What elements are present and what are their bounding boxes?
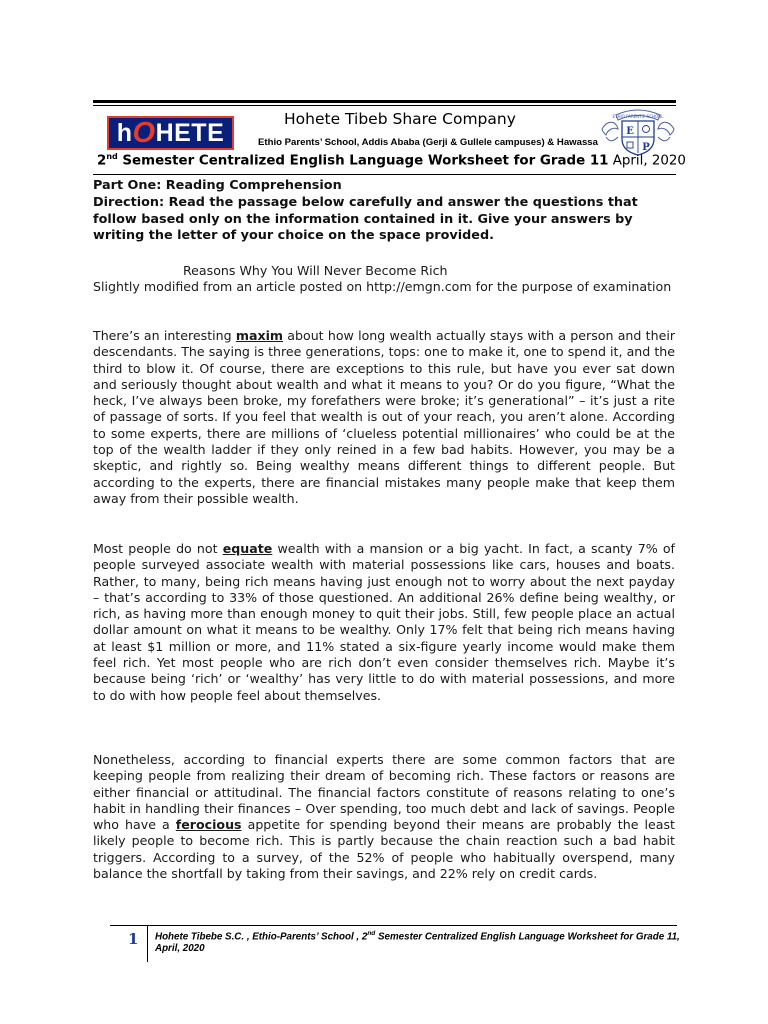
keyword-ferocious: ferocious [175,817,242,833]
logo-prefix: h [116,118,133,147]
title-rule [93,174,676,175]
footer-rule [110,925,677,926]
worksheet-title-text: Semester Centralized English Language Worksheet for Grade 11 [117,153,609,169]
keyword-maxim: maxim [235,328,284,343]
page-number: 1 [128,930,139,948]
emblem-letter-e: E [626,126,634,137]
hohete-logo [107,116,234,150]
header-rule-thin [93,105,676,106]
logo-accent: O [132,116,156,149]
logo-suffix: HETE [155,118,225,147]
part-one-section [93,178,675,245]
passage-title: Reasons Why You Will Never Become Rich [183,263,448,278]
passage-paragraph-1 [93,328,675,507]
header-rule-thick [93,100,676,103]
worksheet-ordinal-suffix: nd [106,152,118,161]
passage-paragraph-2 [93,541,675,704]
passage-source: Slightly modified from an article posted on http://emgn.com for the purpose of examination [93,279,672,294]
emblem-banner-text: ETHIO PARENTS' SCHOOL [612,114,664,119]
direction-text: Direction: Read the passage below carefully and answer the questions that follow based only on the information contained in it. Give your answers by writing the letter of your choice on the space provided. [93,195,638,244]
footer-text-sup: nd [367,930,376,937]
footer-divider [147,926,148,962]
part-heading: Part One: Reading Comprehension [93,178,342,193]
p1-text-rest: about how long wealth actually stays with a person and their descendants. The saying is three generations, tops: one to make it, one to spend it, and the third to blow it. Of course, there are exceptions to this rule, but have you ever sat down and seriously thought about wealth and what it means to you? Or do you figure, “What the heck, I’ve always been broke, my forefathers were broke; it’s generational” – it’s just a rite of passage of sorts. If you feel that wealth is out of your reach, you aren’t alone. According to some experts, there are millions of ‘clueless potential millionaires’ who could be at the top of the wealth ladder if they only reined in a few bad habits. However, you may be a skeptic, and rightly so. Being wealthy means different things to different people. But according to the experts, there are financial mistakes many people make that keep them away from their possible wealth. [93,328,675,506]
p3-text-rest: appetite for spending beyond their means are probably the least likely people to become rich. This is partly because the chain reaction such a bad habit triggers. According to a survey, of the 52% of people who habitually overspend, many balance the shortfall by taking from their savings, and 22% rely on credit cards. [93,817,675,882]
emblem-letter-p: P [642,142,650,153]
p3-text-start: Nonetheless, according to financial experts there are some common factors that are keeping people from realizing their dream of becoming rich. These factors or reasons are either financial or attitudinal. The financial factors constitute of reasons relating to one’s habit in handling their finances – Over spending, too much debt and lack of savings. People who have a [93,752,675,833]
campus-line: Ethio Parents’ School, Addis Ababa (Gerji & Gullele campuses) & Hawassa [258,137,598,148]
worksheet-title [97,152,687,168]
footer-text-a: Hohete Tibebe S.C. , Ethio-Parents’ School , 2 [155,931,368,943]
passage-paragraph-3 [93,752,675,882]
footer-text [155,928,680,954]
worksheet-date: April, 2020 [608,153,686,169]
keyword-equate: equate [222,541,273,556]
p2-text-start: Most people do not [93,541,223,556]
p1-text-start: There’s an interesting [93,328,236,343]
footer-text-b: Semester Centralized English Language Worksheet for Grade 11, April, 2020 [155,931,680,954]
p2-text-rest: wealth with a mansion or a big yacht. In fact, a scanty 7% of people surveyed associate wealth with material possessions like cars, houses and boats. Rather, to many, being rich means having just enough not to worry about the next payday – that’s according to 33% of those questioned. An additional 26% define being wealthy, or rich, as having more than enough money to quit their jobs. Still, few people place an actual dollar amount on what it means to be wealthy. Only 17% felt that being rich means having at least $1 million or more, and 11% stated a six-figure yearly income would make them feel rich. Yet most people who are rich don’t even consider themselves rich. Maybe it’s because being ‘rich’ or ‘wealthy’ has very little to do with material possessions, and more to do with how people feel about themselves. [93,541,675,703]
worksheet-ordinal: 2 [97,153,107,169]
company-name: Hohete Tibeb Share Company [284,110,516,128]
school-emblem-icon [598,107,678,157]
